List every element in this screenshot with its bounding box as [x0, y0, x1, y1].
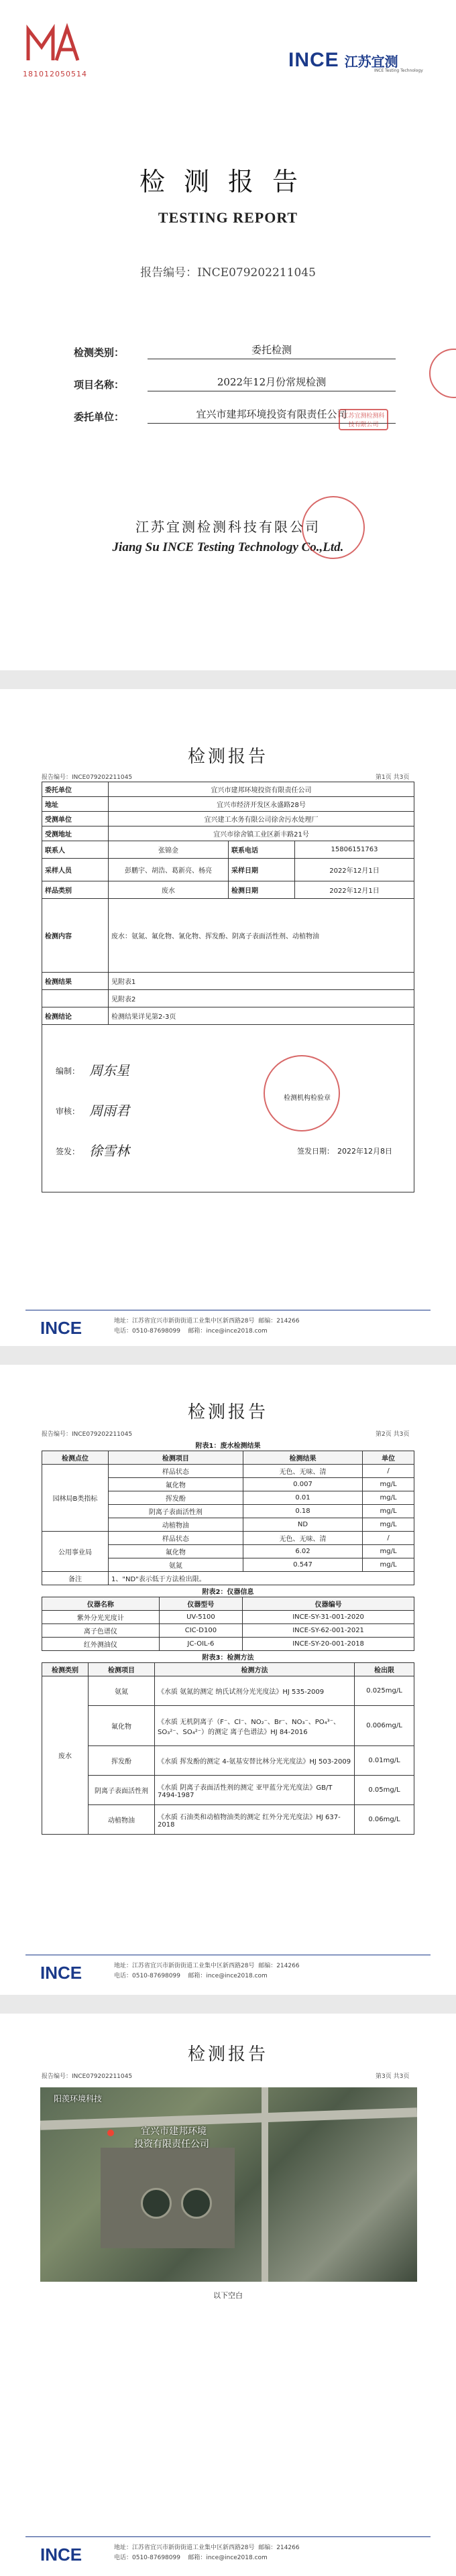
page-number: 第2页 共3页: [376, 1431, 410, 1438]
instr-name: 离子色谱仪: [42, 1624, 160, 1638]
cell-label: 地址: [42, 797, 109, 812]
footer-address: 地址：江苏省宜兴市新街街道工业集中区新西路28号: [114, 2544, 255, 2551]
cover-page: [0, 0, 456, 677]
unit: mg/L: [363, 1491, 414, 1505]
instr-model: JC-OIL-6: [159, 1638, 243, 1651]
instr-model: CIC-D100: [159, 1624, 243, 1638]
field-label: 检测类别：: [74, 347, 125, 359]
footer-address: 地址：江苏省宜兴市新街街道工业集中区新西路28号: [114, 1318, 255, 1325]
col-header: 检测点位: [42, 1451, 109, 1465]
page-divider: [0, 1995, 456, 2014]
cell-value: 宜兴市建邦环境投资有限责任公司: [109, 782, 414, 797]
cell-value: 2022年12月1日: [295, 881, 414, 899]
page-number: 第1页 共3页: [376, 774, 410, 781]
cover-org-cn: 江苏宜测检测科技有限公司: [135, 519, 321, 535]
method-text: 《水质 石油类和动植物油类的测定 红外分光光度法》HJ 637-2018: [155, 1805, 355, 1835]
cell-value: 见附表2: [109, 990, 414, 1007]
item: 样品状态: [109, 1532, 243, 1545]
method-limit: 0.06mg/L: [355, 1805, 414, 1835]
result: 0.547: [243, 1558, 362, 1572]
page-title: 检测报告: [187, 2044, 268, 2065]
footer-phone: 电话：0510-87698099: [114, 2555, 180, 2561]
map-label: 宜兴市建邦环境: [141, 2126, 207, 2137]
method-table: [42, 1662, 414, 1835]
map-tank: [141, 2188, 172, 2219]
instr-code: INCE-SY-31-001-2020: [243, 1611, 414, 1624]
cover-org-en: Jiang Su INCE Testing Technology Co.,Ltd.: [112, 540, 344, 554]
unit: mg/L: [363, 1545, 414, 1558]
map-road: [262, 2087, 268, 2282]
method-limit: 0.025mg/L: [355, 1676, 414, 1706]
cover-title-cn: 检测报告: [139, 167, 317, 196]
method-limit: 0.01mg/L: [355, 1746, 414, 1776]
method-limit: 0.006mg/L: [355, 1706, 414, 1746]
ma-certification-mark: [23, 20, 83, 67]
cell-label: 受测单位: [42, 812, 109, 826]
result: 无色、无味、清: [243, 1532, 362, 1545]
footer-postcode: 邮编：214266: [258, 2544, 300, 2551]
report-page-3: [0, 2014, 456, 2576]
result: 0.18: [243, 1505, 362, 1518]
page-title: 检测报告: [187, 747, 268, 767]
instrument-table: [42, 1597, 414, 1651]
cell-value: 彭鹏宇、胡浩、葛新亮、杨亮: [109, 859, 229, 881]
method-limit: 0.05mg/L: [355, 1776, 414, 1805]
method-item: 挥发酚: [89, 1746, 155, 1776]
issue-date: 2022年12月8日: [337, 1147, 392, 1156]
method-text: 《水质 阴离子表面活性剂的测定 亚甲蓝分光光度法》GB/T 7494-1987: [155, 1776, 355, 1805]
col-header: 检测结果: [243, 1451, 362, 1465]
cover-report-no: 报告编号：INCE079202211045: [140, 266, 316, 280]
cell-label: 联系电话: [229, 841, 295, 859]
field-label: 委托单位：: [74, 411, 125, 423]
cell-value: 检测结果详见第2-3页: [109, 1007, 414, 1025]
item: 氟化物: [109, 1478, 243, 1491]
col-header: 检出限: [355, 1663, 414, 1676]
footer-phone: 电话：0510-87698099: [114, 1973, 180, 1979]
note: 1、"ND"表示低于方法检出限。: [109, 1572, 414, 1585]
brand-logo: [288, 47, 423, 74]
cover-stamp: 江苏宜测检测科技有限公司: [339, 409, 388, 430]
cell-value: 宜兴市经济开发区永盛路28号: [109, 797, 414, 812]
method-text: 《水质 挥发酚的测定 4-氨基安替比林分光光度法》HJ 503-2009: [155, 1746, 355, 1776]
ma-number: 181012050514: [23, 70, 87, 78]
footer-postcode: 邮编：214266: [258, 1963, 300, 1969]
brand-name-cn: 江苏宜测: [344, 53, 398, 70]
cell-label: 联系人: [42, 841, 109, 859]
method-item: 阴离子表面活性剂: [89, 1776, 155, 1805]
cover-seam-stamp: [429, 349, 456, 398]
result: 无色、无味、清: [243, 1465, 362, 1478]
cover-field-project: [74, 367, 396, 391]
method-item: 氨氮: [89, 1676, 155, 1706]
instr-name: 紫外分光光度计: [42, 1611, 160, 1624]
brand-sub: INCE Testing Technology: [374, 68, 423, 73]
signature-compiler: 周东星: [89, 1062, 129, 1079]
method-text: 《水质 无机阴离子（F⁻、Cl⁻、NO₂⁻、Br⁻、NO₃⁻、PO₄³⁻、SO₃²⁻、SO₄²⁻）的测定 离子色谱法》HJ 84-2016: [155, 1706, 355, 1746]
method-text: 《水质 氨氮的测定 纳氏试剂分光光度法》HJ 535-2009: [155, 1676, 355, 1706]
report-no: 报告编号：INCE079202211045: [42, 774, 133, 781]
map-tank: [181, 2188, 212, 2219]
page-title: 检测报告: [187, 1402, 268, 1422]
page-number: 第3页 共3页: [376, 2073, 410, 2080]
group-label: 公用事业局: [42, 1532, 109, 1572]
field-value: 委托检测: [148, 343, 396, 359]
footer-postcode: 邮编：214266: [258, 1318, 300, 1325]
field-value: 宜兴市建邦环境投资有限责任公司: [148, 407, 396, 424]
cell-value: 废水：氨氮、氟化物、氰化物、挥发酚、阴离子表面活性剂、动植物油: [109, 899, 414, 973]
cell-label: 采样人员: [42, 859, 109, 881]
footer-logo: INCE: [40, 1963, 82, 1983]
page-divider: [0, 1346, 456, 1365]
item: 挥发酚: [109, 1491, 243, 1505]
cover-field-category: [74, 335, 396, 359]
footer-logo: INCE: [40, 1318, 82, 1338]
cell-label: 委托单位: [42, 782, 109, 797]
footer-info: [114, 1316, 409, 1337]
cell-label: 受测地址: [42, 826, 109, 841]
col-header: 检测类别: [42, 1663, 89, 1676]
cover-title-en: TESTING REPORT: [158, 209, 298, 226]
col-header: 仪器名称: [42, 1597, 160, 1611]
org-stamp: [302, 496, 365, 559]
cell-label: 检测日期: [229, 881, 295, 899]
footer-divider: [25, 2536, 431, 2537]
item: 样品状态: [109, 1465, 243, 1478]
result: 0.007: [243, 1478, 362, 1491]
col-header: 单位: [363, 1451, 414, 1465]
cell-value: 见附表1: [109, 973, 414, 990]
col-header: 仪器型号: [159, 1597, 243, 1611]
cell-label: [42, 990, 109, 1007]
footer-email: 邮箱：ince@ince2018.com: [188, 2555, 268, 2561]
cell-value: 宜兴建工水务有限公司徐舍污水处理厂: [109, 812, 414, 826]
cell-label: 检测内容: [42, 899, 109, 973]
group-label: 园林局B类指标: [42, 1465, 109, 1532]
sign-label: 审核：: [56, 1107, 80, 1116]
sign-label: 签发：: [56, 1147, 80, 1156]
signature-block: [42, 1025, 414, 1192]
unit: /: [363, 1465, 414, 1478]
footer-email: 邮箱：ince@ince2018.com: [188, 1973, 268, 1979]
instr-name: 红外测油仪: [42, 1638, 160, 1651]
cell-value: 宜兴市徐舍镇工业区新丰路21号: [109, 826, 414, 841]
instr-model: UV-5100: [159, 1611, 243, 1624]
unit: mg/L: [363, 1558, 414, 1572]
cell-label: 样品类别: [42, 881, 109, 899]
report-page-1: [0, 689, 456, 1353]
location-pin-icon: [107, 2130, 114, 2136]
unit: /: [363, 1532, 414, 1545]
info-table: [42, 782, 414, 1192]
unit: mg/L: [363, 1478, 414, 1491]
sign-label: 编制：: [56, 1066, 80, 1076]
satellite-map: [40, 2087, 417, 2282]
result: ND: [243, 1518, 362, 1532]
item: 动植物油: [109, 1518, 243, 1532]
footer-address: 地址：江苏省宜兴市新街街道工业集中区新西路28号: [114, 1963, 255, 1969]
cell-value: 15806151763: [295, 841, 414, 859]
method-table-title: 附表3：检测方法: [202, 1654, 254, 1662]
brand-name: INCE: [288, 49, 339, 71]
footer-phone: 电话：0510-87698099: [114, 1328, 180, 1335]
map-label: 投资有限责任公司: [134, 2139, 209, 2150]
result: 0.01: [243, 1491, 362, 1505]
item: 氟化物: [109, 1545, 243, 1558]
map-label: 阳羡环境科技: [54, 2094, 103, 2103]
cell-label: 检测结果: [42, 973, 109, 990]
item: 氨氮: [109, 1558, 243, 1572]
cell-value: 2022年12月1日: [295, 859, 414, 881]
page-divider: [0, 670, 456, 689]
report-no: 报告编号：INCE079202211045: [42, 1431, 133, 1438]
item: 阴离子表面活性剂: [109, 1505, 243, 1518]
unit: mg/L: [363, 1505, 414, 1518]
col-header: 仪器编号: [243, 1597, 414, 1611]
instr-code: INCE-SY-20-001-2018: [243, 1638, 414, 1651]
cell-value: 废水: [109, 881, 229, 899]
result: 6.02: [243, 1545, 362, 1558]
method-item: 动植物油: [89, 1805, 155, 1835]
report-no: 报告编号：INCE079202211045: [42, 2073, 133, 2080]
footer-logo: INCE: [40, 2544, 82, 2565]
note-label: 备注: [42, 1572, 109, 1585]
signature-issuer: 徐雪林: [89, 1143, 129, 1159]
unit: mg/L: [363, 1518, 414, 1532]
footer-info: [114, 1961, 409, 1981]
cell-label: 检测结论: [42, 1007, 109, 1025]
instrument-table-title: 附表2：仪器信息: [202, 1589, 254, 1596]
footer-info: [114, 2543, 409, 2563]
issue-date-label: 签发日期：: [297, 1147, 334, 1156]
col-header: 检测项目: [109, 1451, 243, 1465]
results-table: [42, 1451, 414, 1585]
cell-label: 采样日期: [229, 859, 295, 881]
map-road: [40, 2107, 417, 2130]
end-marker: 以下空白: [213, 2291, 243, 2300]
signature-reviewer: 周雨君: [89, 1103, 129, 1119]
method-category: 废水: [42, 1676, 89, 1835]
stamp-label: 检测机构检验章: [284, 1095, 331, 1102]
field-value: 2022年12月份常规检测: [148, 375, 396, 391]
cell-value: 张锦金: [109, 841, 229, 859]
table-title: 附表1：废水检测结果: [195, 1443, 261, 1450]
instr-code: INCE-SY-62-001-2021: [243, 1624, 414, 1638]
method-item: 氟化物: [89, 1706, 155, 1746]
field-label: 项目名称：: [74, 379, 125, 391]
col-header: 检测项目: [89, 1663, 155, 1676]
footer-email: 邮箱：ince@ince2018.com: [188, 1328, 268, 1335]
col-header: 检测方法: [155, 1663, 355, 1676]
report-page-2: [0, 1365, 456, 2002]
